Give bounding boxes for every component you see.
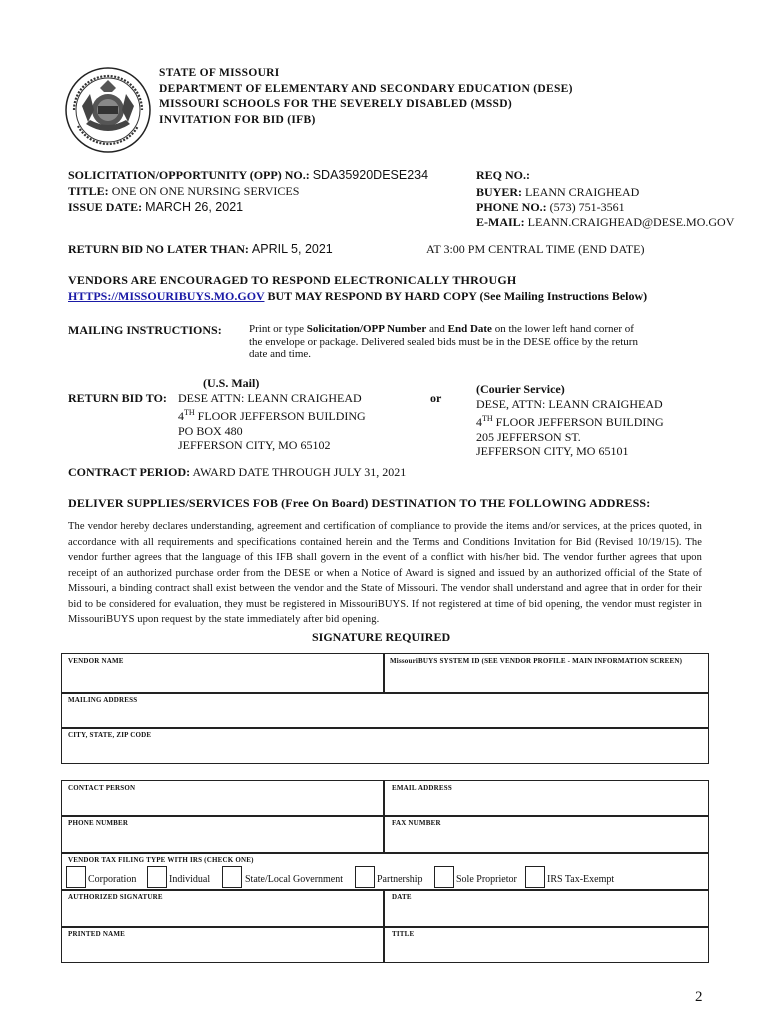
mailing-text-mid: and xyxy=(426,323,448,335)
mailing-line1 xyxy=(249,323,638,336)
corporation-label: Corporation xyxy=(88,874,137,885)
irs-tax-exempt-label: IRS Tax-Exempt xyxy=(547,874,615,885)
mailing-instructions-label: MAILING INSTRUCTIONS: xyxy=(68,323,222,337)
return-bid-date: APRIL 5, 2021 xyxy=(251,242,333,256)
signature-required-heading: SIGNATURE REQUIRED xyxy=(312,630,451,644)
vendors-notice-line2 xyxy=(68,289,647,304)
divider xyxy=(383,889,385,963)
vendors-notice-rest: BUT MAY RESPOND BY HARD COPY (See Mailing Instructions Below) xyxy=(267,289,648,303)
date-field[interactable]: DATE xyxy=(392,893,412,901)
header-block xyxy=(159,66,573,128)
us-floor-rest: FLOOR JEFFERSON BUILDING xyxy=(194,408,366,423)
return-bid-row xyxy=(68,242,333,257)
sole-proprietor-checkbox[interactable] xyxy=(434,866,454,888)
phone-label: PHONE NO.: xyxy=(476,200,547,214)
opp-number-value: SDA35920DESE234 xyxy=(312,168,429,182)
courier-floor-sup: TH xyxy=(482,413,493,423)
courier-line3: 205 JEFFERSON ST. xyxy=(476,429,581,444)
divider xyxy=(61,852,709,854)
individual-checkbox[interactable] xyxy=(147,866,167,888)
page-number: 2 xyxy=(695,989,703,1005)
us-mail-line1: DESE ATTN: LEANN CRAIGHEAD xyxy=(178,391,362,405)
divider xyxy=(61,727,709,729)
authorized-signature-field[interactable]: AUTHORIZED SIGNATURE xyxy=(68,893,163,901)
courier-line2 xyxy=(476,412,664,430)
vendor-info-form xyxy=(61,653,709,764)
mailing-text-post: on the lower left hand corner of xyxy=(491,323,634,335)
mailing-bold-opp: Solicitation/OPP Number xyxy=(306,323,427,335)
deliver-heading: DELIVER SUPPLIES/SERVICES FOB (Free On Board) DESTINATION TO THE FOLLOWING ADDRESS: xyxy=(68,496,651,510)
partnership-checkbox[interactable] xyxy=(355,866,375,888)
courier-address xyxy=(476,397,664,459)
mailing-text-pre: Print or type xyxy=(249,323,307,335)
state-local-government-label: State/Local Government xyxy=(245,874,344,885)
divider xyxy=(383,780,385,852)
phone-row xyxy=(476,200,625,215)
divider xyxy=(61,889,709,891)
courier-floor-rest: FLOOR JEFFERSON BUILDING xyxy=(492,414,664,429)
buyer-value: LEANN CRAIGHEAD xyxy=(525,185,640,199)
contract-period-row xyxy=(68,465,406,480)
email-row xyxy=(476,215,734,230)
return-bid-time: AT 3:00 PM CENTRAL TIME (END DATE) xyxy=(426,242,645,256)
return-to-label: RETURN BID TO: xyxy=(68,391,167,405)
us-mail-address xyxy=(178,391,366,453)
contact-person-field[interactable]: CONTACT PERSON xyxy=(68,784,136,792)
mailing-line3: date and time. xyxy=(249,348,312,360)
email-label: E-MAIL: xyxy=(476,215,525,229)
divider xyxy=(61,926,709,928)
vendors-notice-line1: VENDORS ARE ENCOURAGED TO RESPOND ELECTRONICALLY THROUGH xyxy=(68,273,517,287)
divider xyxy=(61,692,709,694)
courier-line4: JEFFERSON CITY, MO 65101 xyxy=(476,444,629,459)
opp-number-label: SOLICITATION/OPPORTUNITY (OPP) NO.: xyxy=(68,168,310,182)
missouribuys-id-field[interactable]: MissouriBUYS SYSTEM ID (SEE VENDOR PROFILE - MAIN INFORMATION SCREEN) xyxy=(390,657,683,665)
issue-date-label: ISSUE DATE: xyxy=(68,200,143,214)
courier-line1: DESE, ATTN: LEANN CRAIGHEAD xyxy=(476,397,663,411)
missouribuys-link[interactable]: HTTPS://MISSOURIBUYS.MO.GOV xyxy=(68,289,265,303)
title-row xyxy=(68,184,299,199)
state-seal xyxy=(64,66,152,154)
mailing-instructions-text xyxy=(249,323,638,361)
header-department: DEPARTMENT OF ELEMENTARY AND SECONDARY EDUCATION (DESE) xyxy=(159,82,573,95)
buyer-row xyxy=(476,185,639,200)
divider xyxy=(61,815,709,817)
tax-filing-type-label: VENDOR TAX FILING TYPE WITH IRS (CHECK ONE) xyxy=(68,856,254,864)
buyer-label: BUYER: xyxy=(476,185,523,199)
or-separator: or xyxy=(430,391,442,405)
req-no-row xyxy=(476,168,530,183)
contract-period-label: CONTRACT PERIOD: xyxy=(68,465,191,479)
title-value: ONE ON ONE NURSING SERVICES xyxy=(111,184,300,198)
individual-label: Individual xyxy=(169,874,211,885)
mailing-address-field[interactable]: MAILING ADDRESS xyxy=(68,696,138,704)
return-bid-label: RETURN BID NO LATER THAN: xyxy=(68,242,249,256)
seal-image xyxy=(64,66,152,154)
mailing-bold-end-date: End Date xyxy=(447,323,492,335)
email-value: LEANN.CRAIGHEAD@DESE.MO.GOV xyxy=(527,215,735,229)
us-mail-line2 xyxy=(178,406,366,424)
courier-heading: (Courier Service) xyxy=(476,382,565,396)
printed-name-field[interactable]: PRINTED NAME xyxy=(68,930,126,938)
us-mail-heading: (U.S. Mail) xyxy=(203,376,260,390)
email-address-field[interactable]: EMAIL ADDRESS xyxy=(392,784,452,792)
header-ifb: INVITATION FOR BID (IFB) xyxy=(159,113,316,126)
title-field[interactable]: TITLE xyxy=(392,930,415,938)
us-mail-line3: PO BOX 480 xyxy=(178,423,243,438)
issue-date-value: MARCH 26, 2021 xyxy=(145,200,244,214)
phone-number-field[interactable]: PHONE NUMBER xyxy=(68,819,129,827)
corporation-checkbox[interactable] xyxy=(66,866,86,888)
opp-number-row xyxy=(68,168,428,183)
courier-floor-num: 4 xyxy=(476,414,482,429)
header-state: STATE OF MISSOURI xyxy=(159,67,280,79)
city-state-zip-field[interactable]: CITY, STATE, ZIP CODE xyxy=(68,731,152,739)
req-no-label: REQ NO.: xyxy=(476,168,530,182)
irs-tax-exempt-checkbox[interactable] xyxy=(525,866,545,888)
vendor-declaration: The vendor hereby declares understanding, agreement and certification of compliance to provide the items and/or services, at the prices quoted, in accordance with all requirements and specifications contained herein and the Terms and Conditions Invitation for Bid (Revised 10/19/15). The vendor further agrees that the language of this IFB shall govern in the event of a conflict with his/her bid. The vendor further agrees that upon receipt of an authorized purchase order from the DESE or when a Notice of Award is signed and issued by an authorized official of the State of Missouri, a binding contract shall exist between the vendor and the State of Missouri. The vendor shall understand and agree that in order for their bid to be considered for evaluation, they must be registered in MissouriBUYS. If not registered at time of bid opening, the vendor must register in MissouriBUYS upon request by the state immediately after bid opening. xyxy=(68,521,702,625)
phone-value: (573) 751-3561 xyxy=(549,200,625,214)
us-floor-num: 4 xyxy=(178,408,184,423)
title-label: TITLE: xyxy=(68,184,109,198)
us-mail-line4: JEFFERSON CITY, MO 65102 xyxy=(178,438,331,453)
issue-date-row xyxy=(68,200,243,215)
header-mssd: MISSOURI SCHOOLS FOR THE SEVERELY DISABLED (MSSD) xyxy=(159,98,512,110)
divider xyxy=(383,653,385,693)
sole-proprietor-label: Sole Proprietor xyxy=(456,874,517,885)
mailing-line2: the envelope or package. Delivered sealed bids must be in the DESE office by the return xyxy=(249,335,638,348)
contract-period-value: AWARD DATE THROUGH JULY 31, 2021 xyxy=(192,465,407,479)
vendor-name-field[interactable]: VENDOR NAME xyxy=(68,657,124,665)
fax-number-field[interactable]: FAX NUMBER xyxy=(392,819,441,827)
us-floor-sup: TH xyxy=(184,407,195,417)
partnership-label: Partnership xyxy=(377,874,423,885)
state-local-government-checkbox[interactable] xyxy=(222,866,242,888)
